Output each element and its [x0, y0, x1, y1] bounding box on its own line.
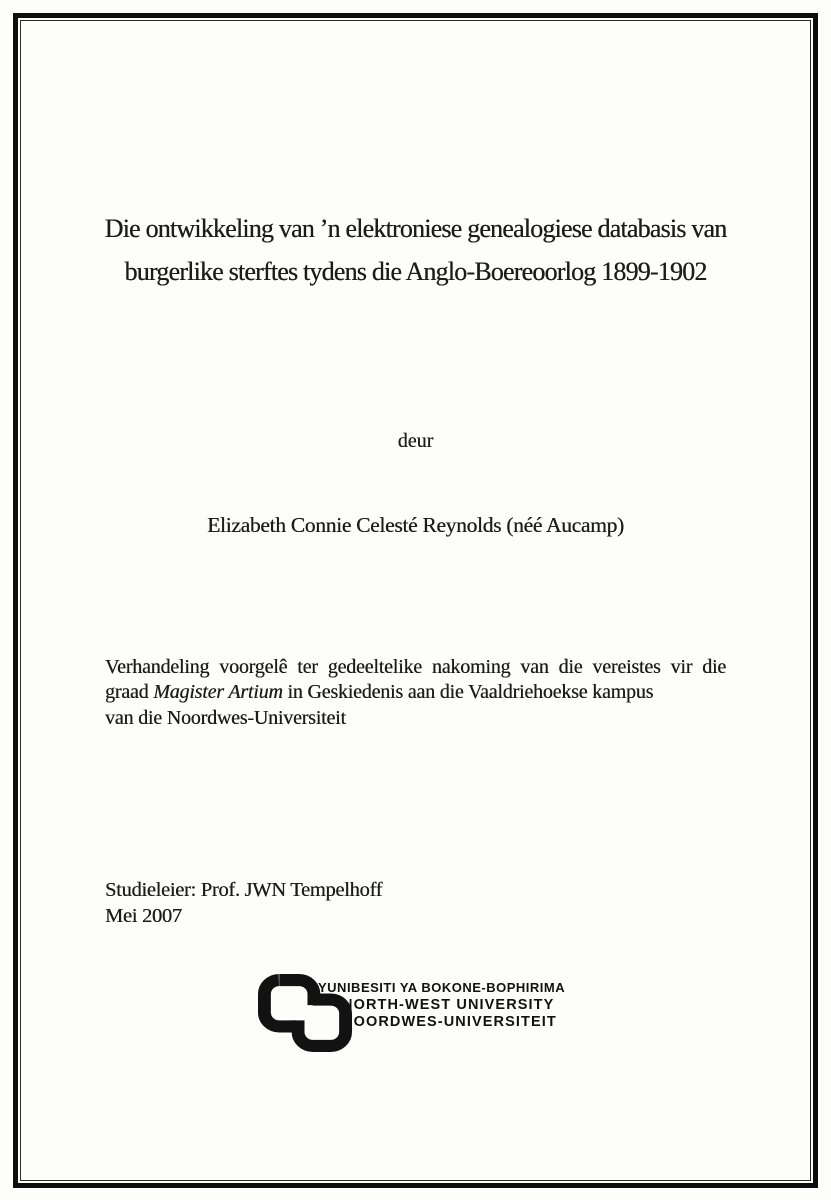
- thesis-title-line1: Die ontwikkeling van ’n elektroniese genealogiese databasis van: [104, 214, 727, 243]
- thesis-title-line2: burgerlike sterftes tydens die Anglo-Boereoorlog 1899-1902: [124, 257, 707, 286]
- date-line: Mei 2007: [105, 904, 182, 927]
- university-name-setswana: YUNIBESITI YA BOKONE-BOPHIRIMA: [318, 980, 566, 995]
- degree-statement-line2: [105, 680, 726, 705]
- supervisor-block: [105, 878, 382, 930]
- author-name: Elizabeth Connie Celesté Reynolds (néé Aucamp): [207, 513, 624, 537]
- university-name-afrikaans: NOORDWES-UNIVERSITEIT: [342, 1013, 557, 1030]
- degree-statement-line2-suffix: in Geskiedenis aan die Vaaldriehoekse kampus: [282, 681, 654, 704]
- degree-statement-line2-prefix: graad: [105, 681, 154, 704]
- byline-label: deur: [397, 430, 434, 452]
- degree-statement-line3: van die Noordwes-Universiteit: [105, 706, 346, 729]
- thesis-title: [80, 207, 751, 293]
- degree-statement: [105, 655, 726, 731]
- university-wordmark: [318, 979, 565, 1031]
- supervisor-line: Studieleier: Prof. JWN Tempelhoff: [105, 879, 383, 901]
- university-name-english: NORTH-WEST UNIVERSITY: [342, 996, 555, 1013]
- degree-statement-line1: Verhandeling voorgelê ter gedeeltelike nakoming van die vereistes vir die: [105, 656, 726, 678]
- degree-name-italic: Magister Artium: [153, 681, 283, 704]
- university-logo: [258, 974, 588, 1058]
